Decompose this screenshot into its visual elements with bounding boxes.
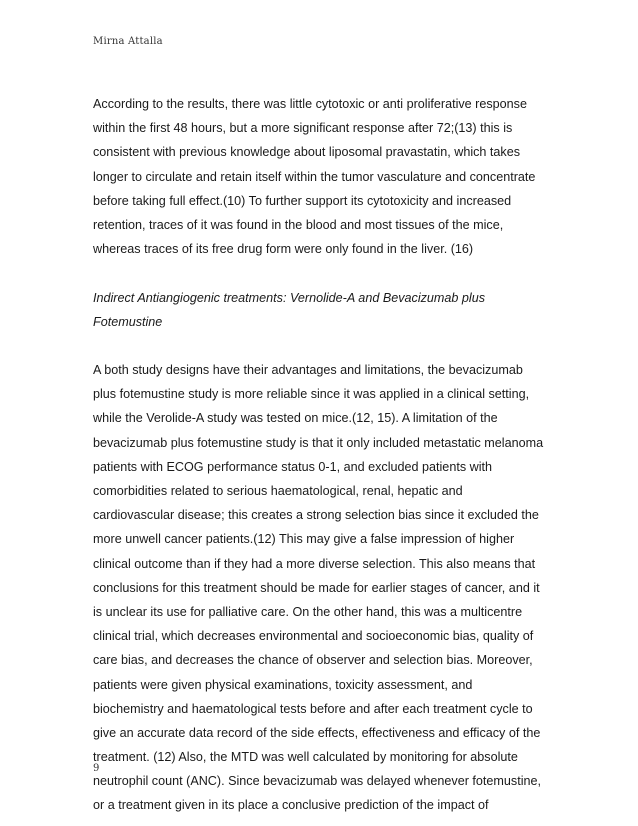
text-line: clinical outcome than if they had a more diverse selection. This also means that (93, 556, 536, 571)
text-line: while the Verolide-A study was tested on mice.(12, 15). A limitation of the (93, 411, 498, 426)
text-line: before taking full effect.(10) To further support its cytotoxicity and increased (93, 193, 512, 208)
text-line: A both study designs have their advantages and limitations, the bevacizumab (93, 363, 523, 378)
text-line: bevacizumab plus fotemustine study is that it only included metastatic melanoma (93, 435, 544, 450)
paragraph-results (93, 92, 553, 261)
text-line: conclusions for this treatment should be made for earlier stages of cancer, and it (93, 580, 540, 595)
text-line: give an accurate data record of the side effects, effectiveness and efficacy of the (93, 725, 541, 740)
subheading-line: Fotemustine (93, 314, 163, 329)
paragraph-study-designs (93, 358, 553, 818)
page-number: 9 (93, 763, 100, 774)
text-line: comorbidities related to serious haematological, renal, hepatic and (93, 484, 463, 498)
paragraph-spacer (93, 261, 553, 285)
text-line: patients with ECOG performance status 0-1, and excluded patients with (93, 459, 493, 474)
section-subheading (93, 286, 553, 334)
subheading-line: Indirect Antiangiogenic treatments: Vernolide-A and Bevacizumab plus (93, 290, 486, 305)
text-line: longer to circulate and retain itself within the tumor vasculature and concentrate (93, 169, 536, 184)
text-line: care bias, and decreases the chance of observer and selection bias. Moreover, (93, 653, 533, 668)
running-header-author: Mirna Attalla (93, 36, 163, 47)
text-line: or a treatment given in its place a conclusive prediction of the impact of (93, 798, 489, 813)
text-line: clinical trial, which decreases environmental and socioeconomic bias, quality of (93, 629, 534, 644)
text-line: plus fotemustine study is more reliable since it was applied in a clinical setting, (93, 387, 530, 402)
text-line: whereas traces of its free drug form were only found in the liver. (16) (93, 242, 474, 257)
text-line: consistent with previous knowledge about liposomal pravastatin, which takes (93, 145, 521, 160)
text-line: neutrophil count (ANC). Since bevacizumab was delayed whenever fotemustine, (93, 774, 542, 789)
text-line: more unwell cancer patients.(12) This may give a false impression of higher (93, 532, 515, 547)
text-line: retention, traces of it was found in the blood and most tissues of the mice, (93, 217, 504, 232)
text-line: According to the results, there was little cytotoxic or anti proliferative response (93, 97, 527, 111)
text-line: patients were given physical examinations, toxicity assessment, and (93, 677, 473, 692)
text-line: treatment. (12) Also, the MTD was well calculated by monitoring for absolute (93, 750, 518, 765)
text-line: is unclear its use for palliative care. On the other hand, this was a multicentre (93, 604, 523, 619)
text-line: biochemistry and haematological tests before and after each treatment cycle to (93, 701, 533, 716)
paragraph-spacer (93, 334, 553, 358)
text-line: cardiovascular disease; this creates a strong selection bias since it excluded the (93, 508, 539, 523)
text-line: within the first 48 hours, but a more significant response after 72;(13) this is (93, 121, 513, 136)
document-body (93, 92, 553, 818)
